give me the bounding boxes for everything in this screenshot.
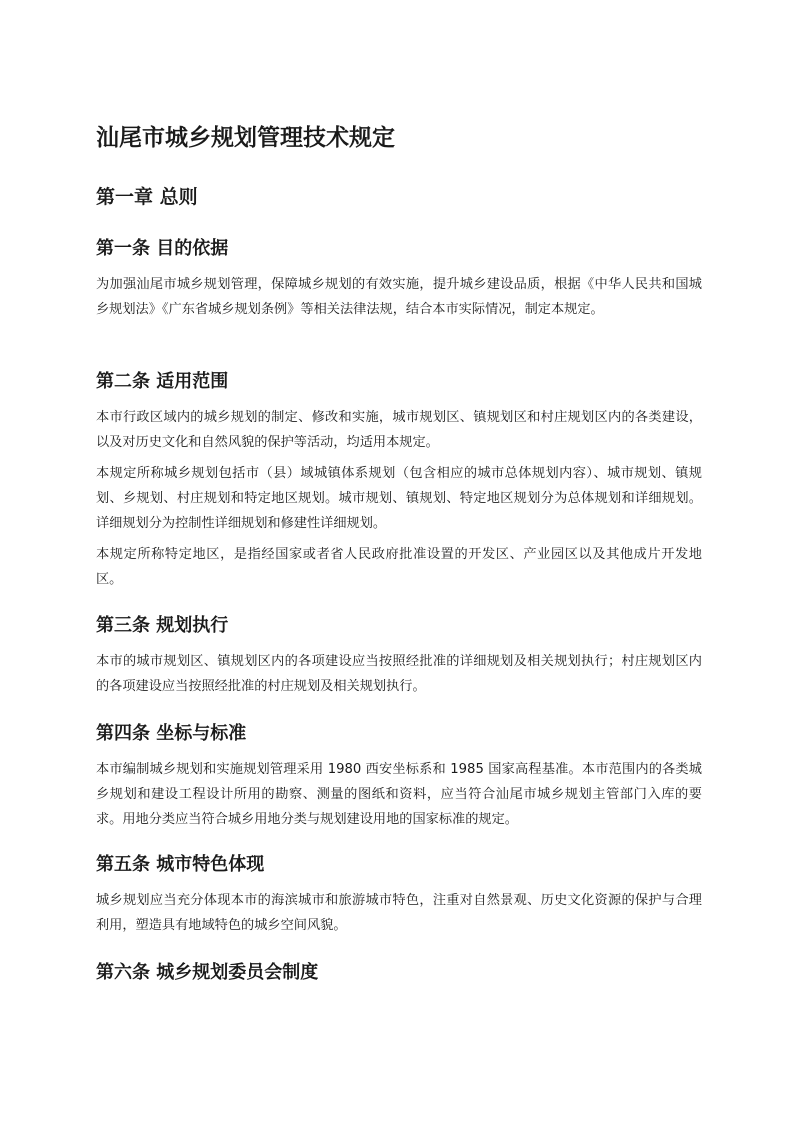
article-2-heading: 第二条 适用范围 bbox=[96, 371, 229, 392]
article-1-heading: 第一条 目的依据 bbox=[96, 238, 229, 259]
article-5-heading: 第五条 城市特色体现 bbox=[96, 854, 265, 875]
document-title: 汕尾市城乡规划管理技术规定 bbox=[96, 125, 395, 151]
article-4-heading: 第四条 坐标与标准 bbox=[96, 723, 247, 744]
chapter-heading: 第一章 总则 bbox=[96, 186, 198, 208]
article-5-paragraph-1: 城乡规划应当充分体现本市的海滨城市和旅游城市特色，注重对自然景观、历史文化资源的保护与合理利用，塑造具有地域特色的城乡空间风貌。 bbox=[96, 893, 702, 933]
article-1-paragraph-1: 为加强汕尾市城乡规划管理，保障城乡规划的有效实施，提升城乡建设品质，根据《中华人民共和国城乡规划法》《广东省城乡规划条例》等相关法律法规，结合本市实际情况，制定本规定。 bbox=[96, 277, 702, 317]
article-6-heading: 第六条 城乡规划委员会制度 bbox=[96, 962, 319, 983]
article-4-paragraph-1: 本市编制城乡规划和实施规划管理采用 1980 西安坐标系和 1985 国家高程基准。本市范围内的各类城乡规划和建设工程设计所用的勘察、测量的图纸和资料，应当符合汕尾市城乡规划主管部门入库的要求。用地分类应当符合城乡用地分类与规划建设用地的国家标准的规定。 bbox=[96, 762, 702, 827]
article-2-paragraph-3: 本规定所称特定地区，是指经国家或者省人民政府批准设置的开发区、产业园区以及其他成片开发地区。 bbox=[96, 547, 702, 587]
article-2-paragraph-1: 本市行政区域内的城乡规划的制定、修改和实施，城市规划区、镇规划区和村庄规划区内的各类建设，以及对历史文化和自然风貌的保护等活动，均适用本规定。 bbox=[96, 410, 702, 450]
article-3-paragraph-1: 本市的城市规划区、镇规划区内的各项建设应当按照经批准的详细规划及相关规划执行；村庄规划区内的各项建设应当按照经批准的村庄规划及相关规划执行。 bbox=[96, 654, 702, 694]
article-2-paragraph-2: 本规定所称城乡规划包括市（县）域城镇体系规划（包含相应的城市总体规划内容）、城市规划、镇规划、乡规划、村庄规划和特定地区规划。城市规划、镇规划、特定地区规划分为总体规划和详细规划。详细规划分为控制性详细规划和修建性详细规划。 bbox=[96, 466, 702, 531]
article-3-heading: 第三条 规划执行 bbox=[96, 615, 229, 636]
